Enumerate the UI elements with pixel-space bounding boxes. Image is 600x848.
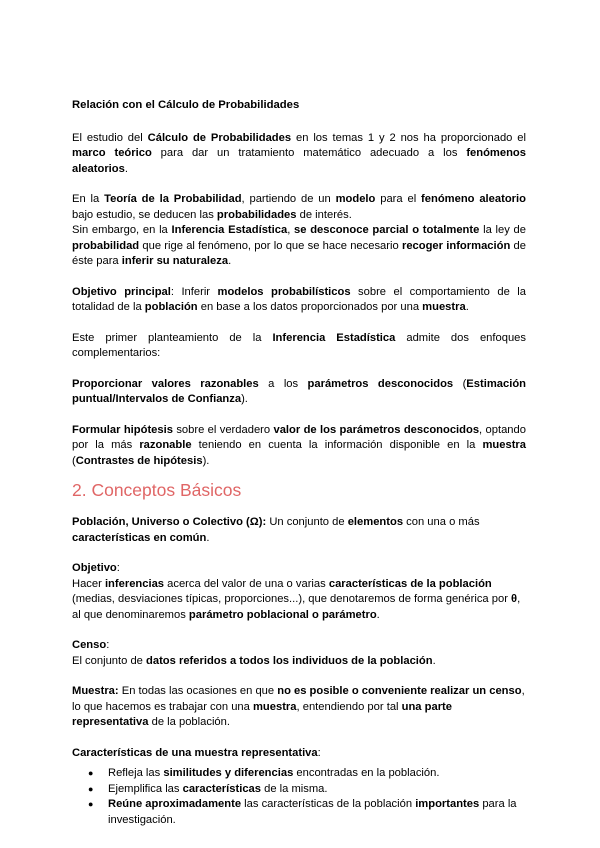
- paragraph-teoria-group: [72, 192, 526, 270]
- bold-run: se desconoce parcial o totalmente: [294, 224, 480, 236]
- bold-run: elementos: [347, 516, 404, 528]
- bold-run: Formular hipótesis: [72, 423, 173, 436]
- bold-run: muestra: [422, 301, 466, 313]
- bold-run: parámetros desconocidos: [307, 377, 454, 390]
- bold-run: Inferencia Estadística: [272, 331, 396, 344]
- bold-run: similitudes y diferencias: [163, 767, 294, 779]
- bold-run: muestra: [252, 700, 297, 713]
- bold-run: inferencias: [104, 577, 165, 590]
- bold-run: Censo: [72, 639, 107, 651]
- bold-run: muestra: [482, 439, 526, 451]
- bold-run: Teoría de la Probabilidad: [104, 193, 242, 205]
- list-item: [72, 797, 526, 828]
- bold-run: Cálculo de Probabilidades: [147, 131, 292, 144]
- censo-label: Censo:: [72, 639, 110, 651]
- paragraph-planteamiento: Este primer planteamiento de la Inferencia Estadística admite dos enfoques complementarios:: [72, 331, 526, 359]
- bold-run: parámetro poblacional o parámetro: [188, 608, 377, 621]
- paragraph-hipotesis: Formular hipótesis sobre el verdadero valor de los parámetros desconocidos, optando por la más razonable teniendo en cuenta la información disponible en la muestra (Contrastes de hipótesis).: [72, 423, 526, 467]
- page-content: [72, 98, 526, 828]
- bold-run: probabilidad: [72, 239, 140, 252]
- paragraph-calculo: El estudio del Cálculo de Probabilidades en los temas 1 y 2 nos ha proporcionado el marco teórico para dar un tratamiento matemático adecuado a los fenómenos aleatorios.: [72, 131, 526, 175]
- paragraph-objetivo-principal: Objetivo principal: Inferir modelos probabilísticos sobre el comportamiento de la totalidad de la población en base a los datos proporcionados por una muestra.: [72, 285, 526, 313]
- list-item-text: Refleja las similitudes y diferencias encontradas en la población.: [108, 767, 440, 779]
- definition-poblacion: Población, Universo o Colectivo (Ω): Un conjunto de elementos con una o más características en común.: [72, 516, 480, 544]
- bold-run: recoger información: [401, 239, 511, 252]
- bold-run: modelo: [335, 193, 376, 205]
- paragraph-teoria: En la Teoría de la Probabilidad, partiendo de un modelo para el fenómeno aleatorio bajo estudio, se deducen las probabilidades de interés.: [72, 193, 526, 221]
- bullet-icon: ●: [88, 799, 94, 809]
- paragraph-inferencia: Sin embargo, en la Inferencia Estadística, se desconoce parcial o totalmente la ley de probabilidad que rige al fenómeno, por lo que se hace necesario recoger información de éste para inferir su naturaleza.: [72, 224, 526, 267]
- definition-muestra: Muestra: En todas las ocasiones en que no es posible o conveniente realizar un censo, lo que hacemos es trabajar con una muestra, entendiendo por tal una parte representativa de la población.: [72, 685, 525, 728]
- bold-run: Población, Universo o Colectivo (Ω):: [72, 516, 267, 528]
- bold-run: fenómenos aleatorios: [72, 147, 526, 175]
- objetivo-text: Hacer inferencias acerca del valor de una o varias características de la población (medias, desviaciones típicas, proporciones...), que denotaremos de forma genérica por θ, al que denominaremos parámetro poblacional o parámetro.: [72, 577, 521, 621]
- section-heading: Relación con el Cálculo de Probabilidades: [72, 99, 300, 111]
- bold-run: probabilidades: [216, 208, 297, 221]
- caracteristicas-list: [72, 766, 526, 828]
- bold-run: inferir su naturaleza: [121, 255, 229, 267]
- bold-run: características en común: [72, 531, 207, 544]
- bold-run: Reúne aproximadamente: [108, 798, 242, 810]
- bold-run: Objetivo: [72, 562, 117, 574]
- objetivo-label: Objetivo:: [72, 562, 120, 574]
- section-title: 2. Conceptos Básicos: [72, 480, 242, 500]
- definition-censo: [72, 638, 526, 669]
- bold-run: una parte representativa: [72, 700, 452, 728]
- bold-run: características: [182, 782, 261, 795]
- bold-run: Inferencia Estadística: [171, 224, 288, 236]
- definition-objetivo: [72, 561, 526, 623]
- caracteristicas-label: Características de una muestra representativa:: [72, 746, 321, 759]
- bold-run: marco teórico: [72, 147, 152, 159]
- bold-run: Proporcionar valores razonables: [72, 377, 259, 390]
- bold-run: modelos probabilísticos: [217, 285, 351, 298]
- bold-run: valor de los parámetros desconocidos: [273, 423, 480, 436]
- bold-run: importantes: [415, 798, 480, 810]
- bold-run: fenómeno aleatorio: [421, 193, 526, 205]
- censo-text: El conjunto de datos referidos a todos los individuos de la población.: [72, 654, 436, 667]
- bold-run: Estimación puntual/Intervalos de Confianza: [72, 377, 526, 405]
- list-item-text: Ejemplifica las características de la misma.: [108, 782, 328, 795]
- list-item: [72, 782, 526, 798]
- bold-run: población: [144, 301, 198, 313]
- bold-run: no es posible o conveniente realizar un censo: [277, 685, 522, 697]
- bold-run: razonable: [139, 439, 192, 451]
- bold-run: Características de una muestra representativa: [72, 746, 318, 759]
- bold-run: datos referidos a todos los individuos de la población: [146, 654, 433, 667]
- bold-run: Muestra:: [72, 685, 119, 697]
- bold-run: Objetivo principal: [72, 285, 171, 298]
- list-item: [72, 766, 526, 782]
- bold-run: Contrastes de hipótesis: [75, 454, 203, 467]
- bullet-icon: ●: [88, 783, 94, 794]
- bold-run: θ: [511, 593, 518, 605]
- list-item-text: Reúne aproximadamente las características de la población importantes para la investigación.: [108, 798, 517, 826]
- bullet-icon: ●: [88, 768, 94, 778]
- paragraph-estimacion: Proporcionar valores razonables a los parámetros desconocidos (Estimación puntual/Intervalos de Confianza).: [72, 377, 526, 405]
- bold-run: características de la población: [328, 577, 492, 590]
